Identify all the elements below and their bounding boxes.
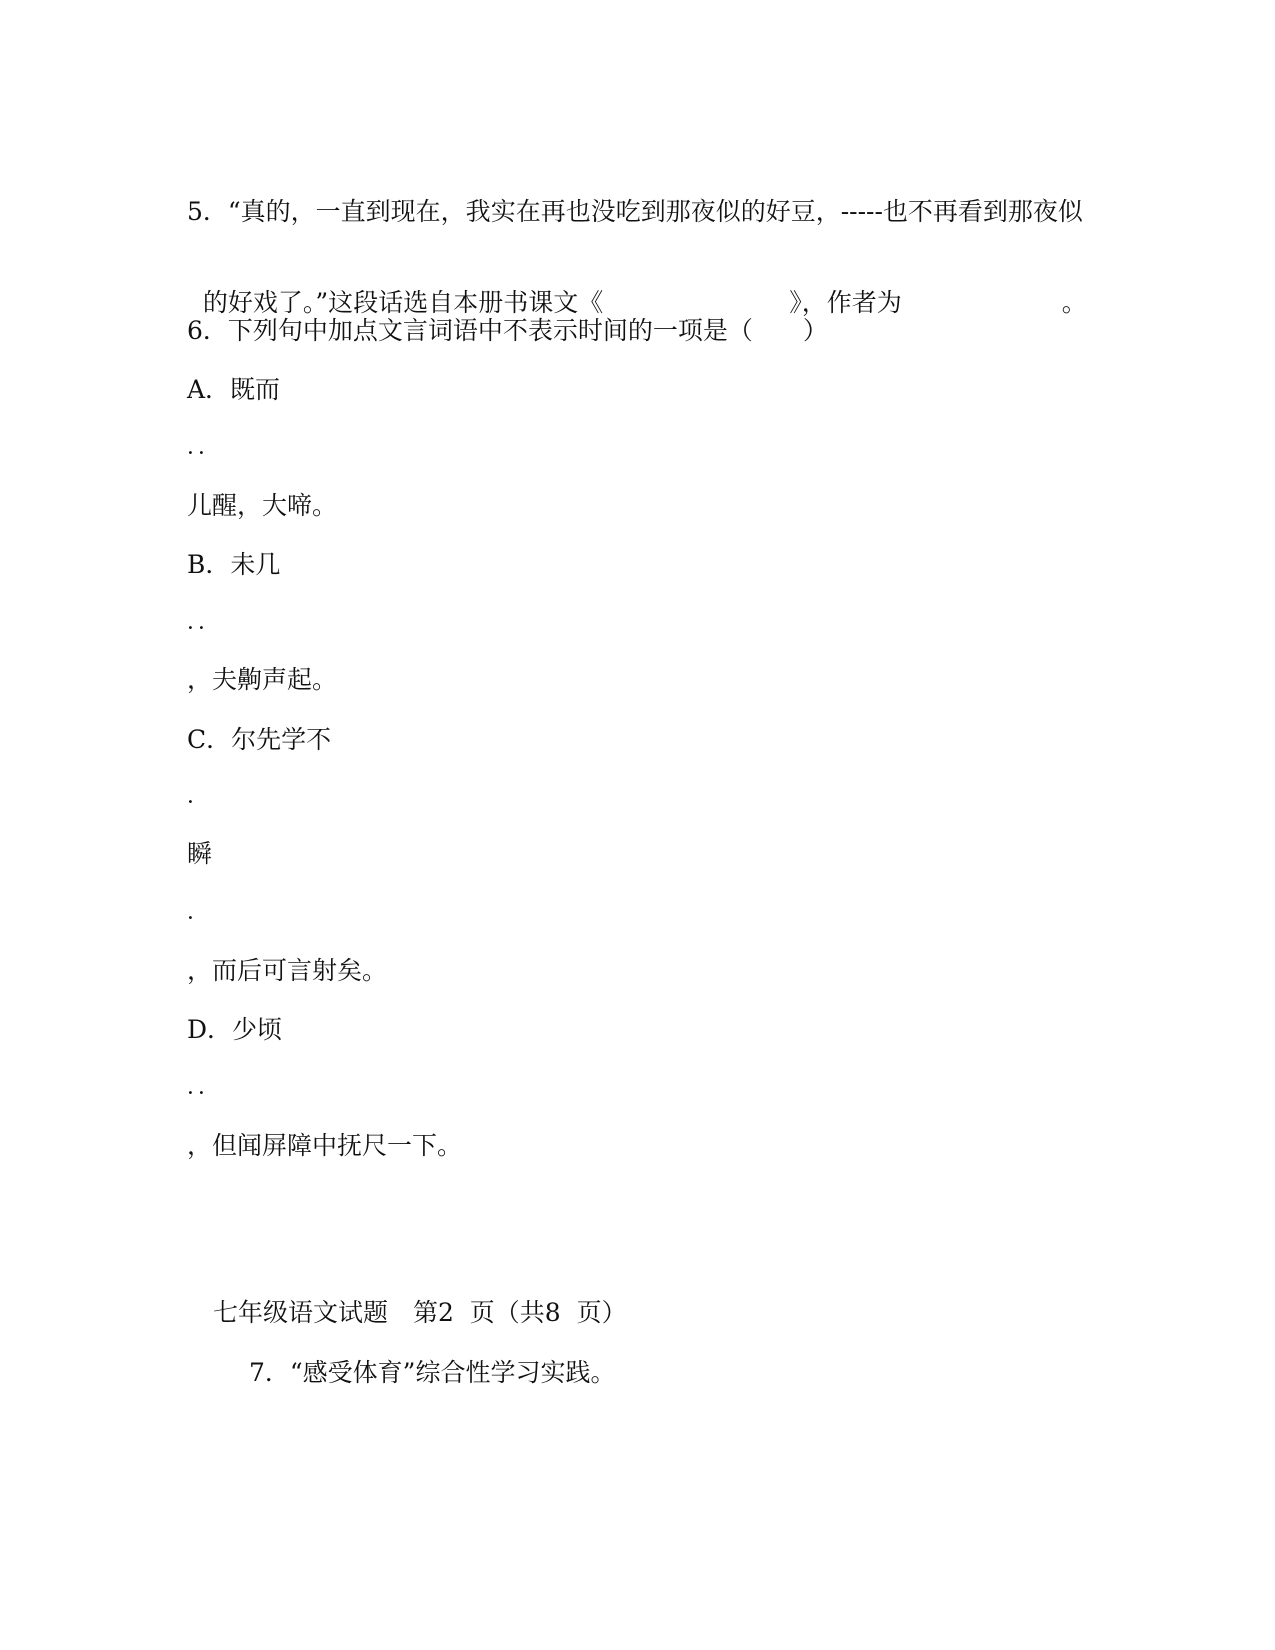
option-b-label: B．未几 [187,550,281,579]
option-c-emphasis-dot-1: ． [187,784,210,809]
q5-line2-end: 。 [1061,288,1087,317]
q7-heading: 7．“感受体育”综合性学习实践。 [249,1358,616,1387]
q6-stem: 6．下列句中加点文言词语中不表示时间的一项是（ ） [187,316,828,345]
option-a-emphasis-dots: ．． [187,435,221,460]
option-c-label: C．尔先学不 [187,725,332,754]
option-d-label: D．少顷 [187,1015,283,1044]
option-b-emphasis-dots: ．． [187,610,221,635]
option-a-text: 儿醒，大啼。 [187,491,338,520]
option-c-emphasis-dot-2: ． [187,900,210,925]
option-c-text: ，而后可言射矣。 [187,956,388,985]
q5-line2 [187,255,1087,319]
option-d-emphasis-dots: ．． [187,1075,221,1100]
option-c-mid: 瞬 [187,839,213,868]
page-footer: 七年级语文试题 第2 页（共8 页） [213,1298,627,1327]
option-d-text: ，但闻屏障中抚尺一下。 [187,1131,463,1160]
option-b-text: ，夫齁声起。 [187,665,338,694]
q5-line2-mid: 》，作者为 [789,288,902,317]
option-a-label: A．既而 [187,375,281,404]
q5-line1: 5．“真的，一直到现在，我实在再也没吃到那夜似的好豆，-----也不再看到那夜似 [187,197,1083,226]
q5-line2-start: 的好戏了。”这段话选自本册书课文《 [202,288,604,317]
